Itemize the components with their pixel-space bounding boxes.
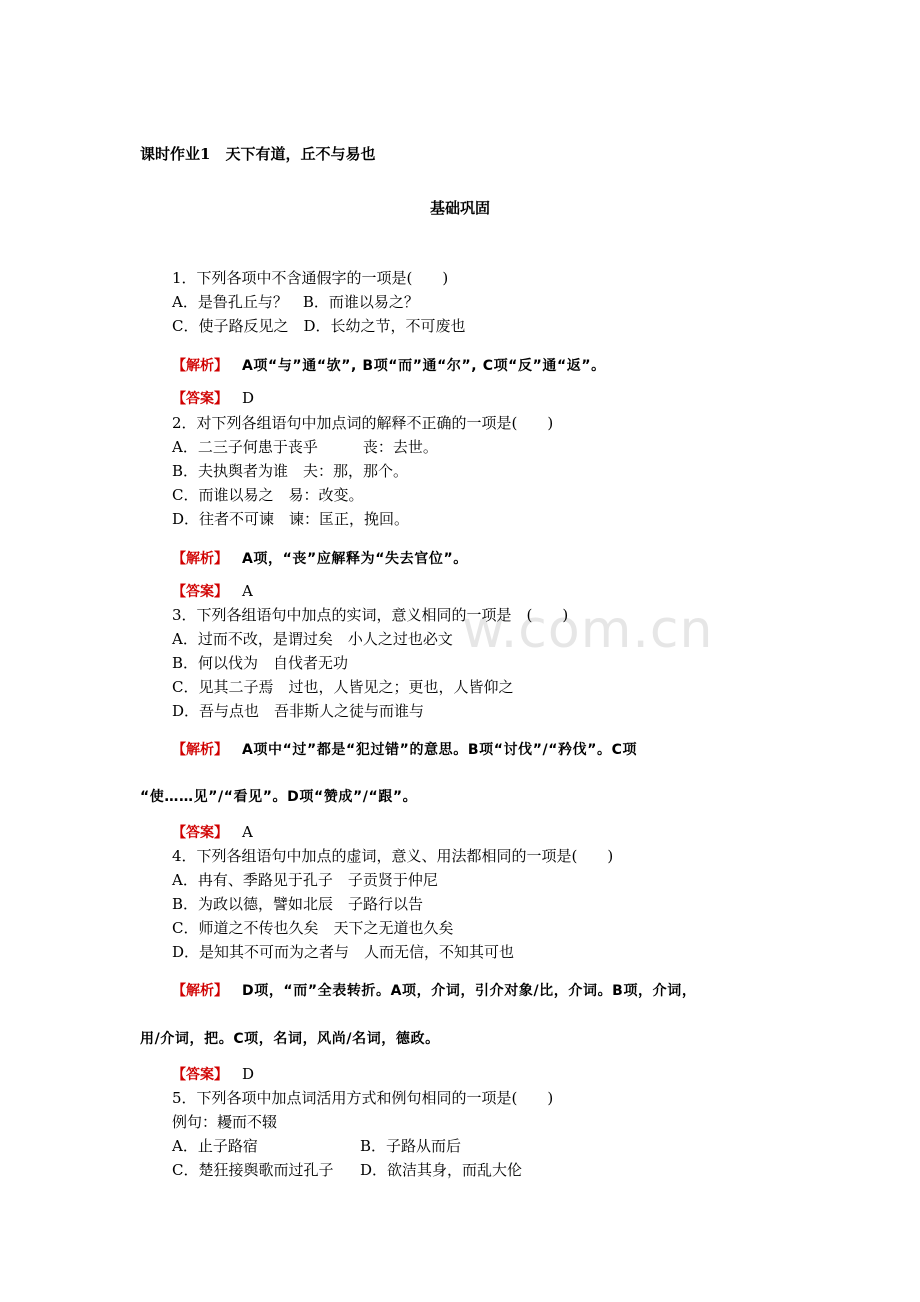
explanation-tag: 【解析】 xyxy=(172,358,228,374)
watermark: w.com.cn xyxy=(462,600,714,660)
q4-explanation-text-2: 用/介词，把。C项，名词，风尚/名词，德政。 xyxy=(140,1031,440,1047)
q3-explanation-text-2: “使……见”/“看见”。D项“赞成”/“跟”。 xyxy=(140,789,418,805)
explanation-tag: 【解析】 xyxy=(172,551,228,567)
q4-stem: 4．下列各组语句中加点的虚词，意义、用法都相同的一项是( ) xyxy=(172,847,614,865)
answer-tag: 【答案】 xyxy=(172,391,228,407)
page-title: 课时作业1 天下有道，丘不与易也 xyxy=(140,145,376,163)
q4-option-a: A．冉有、季路见于孔子 子贡贤于仲尼 xyxy=(172,871,438,889)
q4-answer xyxy=(172,1064,254,1085)
answer-tag: 【答案】 xyxy=(172,584,228,600)
q3-answer-value: A xyxy=(242,823,253,841)
q3-option-a: A．过而不改，是谓过矣 小人之过也必文 xyxy=(172,630,453,648)
q3-explanation-text-1: A项中“过”都是“犯过错”的意思。B项“讨伐”/“矜伐”。C项 xyxy=(242,742,638,758)
q3-stem: 3．下列各组语句中加点的实词，意义相同的一项是 ( ) xyxy=(172,606,569,624)
q2-answer xyxy=(172,581,253,602)
answer-tag: 【答案】 xyxy=(172,1067,228,1083)
q3-option-c: C．见其二子焉 过也，人皆见之；更也，人皆仰之 xyxy=(172,678,514,696)
q2-option-c: C．而谁以易之 易：改变。 xyxy=(172,486,364,504)
q5-option-c: C．楚狂接舆歌而过孔子 xyxy=(172,1161,334,1179)
q2-stem: 2．对下列各组语句中加点词的解释不正确的一项是( ) xyxy=(172,414,554,432)
q2-answer-value: A xyxy=(242,582,253,600)
section-heading: 基础巩固 xyxy=(429,199,490,217)
q4-option-c: C．师道之不传也久矣 天下之无道也久矣 xyxy=(172,919,454,937)
q1-explanation-text: A项“与”通“欤”, B项“而”通“尔”, C项“反”通“返”。 xyxy=(242,358,606,374)
q3-answer xyxy=(172,822,253,843)
q3-explanation xyxy=(172,739,637,760)
q2-explanation-text: A项，“丧”应解释为“失去官位”。 xyxy=(242,551,468,567)
q2-option-d: D．往者不可谏 谏：匡正，挽回。 xyxy=(172,510,410,528)
q2-explanation xyxy=(172,548,468,569)
q5-example: 例句：耰而不辍 xyxy=(172,1113,278,1131)
q1-options-ab: A．是鲁孔丘与？ B．而谁以易之？ xyxy=(172,293,419,311)
q5-option-d: D．欲洁其身，而乱大伦 xyxy=(360,1161,523,1179)
q1-stem: 1．下列各项中不含通假字的一项是( ) xyxy=(172,269,449,287)
q1-answer-value: D xyxy=(242,389,255,407)
q2-option-b: B．夫执舆者为谁 夫：那，那个。 xyxy=(172,462,409,480)
q3-option-d: D．吾与点也 吾非斯人之徒与而谁与 xyxy=(172,702,425,720)
answer-tag: 【答案】 xyxy=(172,825,228,841)
q1-options-cd: C．使子路反见之 D．长幼之节，不可废也 xyxy=(172,317,466,335)
q4-explanation xyxy=(172,980,696,1001)
q5-option-b: B．子路从而后 xyxy=(360,1137,462,1155)
q4-option-d: D．是知其不可而为之者与 人而无信，不知其可也 xyxy=(172,943,515,961)
q5-option-a: A．止子路宿 xyxy=(172,1137,258,1155)
explanation-tag: 【解析】 xyxy=(172,983,228,999)
q1-explanation xyxy=(172,355,606,376)
q4-option-b: B．为政以德，譬如北辰 子路行以告 xyxy=(172,895,424,913)
q4-answer-value: D xyxy=(242,1065,255,1083)
q3-option-b: B．何以伐为 自伐者无功 xyxy=(172,654,349,672)
q4-explanation-text-1: D项，“而”全表转折。A项，介词，引介对象/比，介词。B项，介词， xyxy=(242,983,697,999)
q1-answer xyxy=(172,388,254,409)
q2-option-a: A．二三子何患于丧乎 丧：去世。 xyxy=(172,438,438,456)
q5-stem: 5．下列各项中加点词活用方式和例句相同的一项是( ) xyxy=(172,1089,554,1107)
explanation-tag: 【解析】 xyxy=(172,742,228,758)
